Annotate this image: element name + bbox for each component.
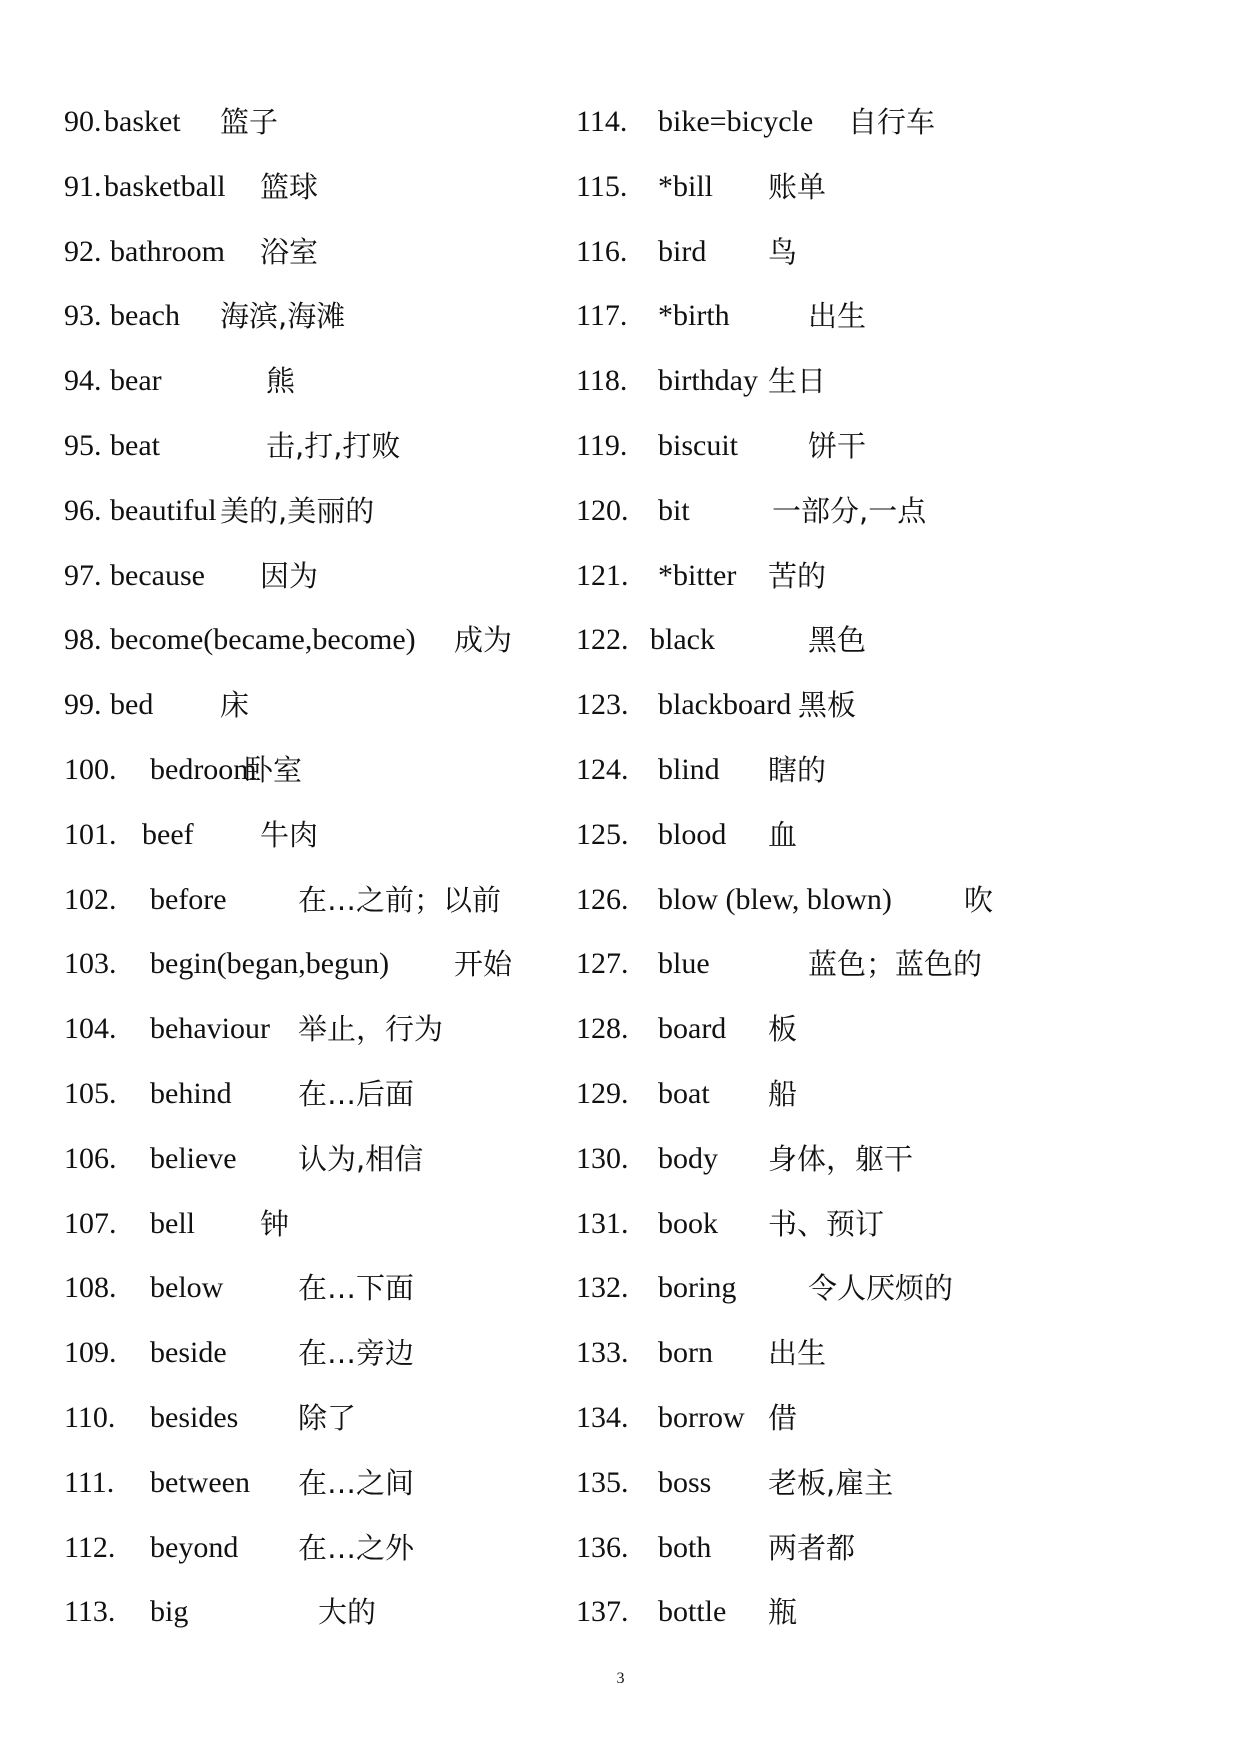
vocab-entry xyxy=(64,1064,632,1129)
vocab-entry xyxy=(64,934,632,999)
vocab-entry xyxy=(576,999,1204,1064)
entry-number: 100. xyxy=(64,752,117,786)
vocab-entry xyxy=(576,546,1204,611)
vocab-entry xyxy=(576,1129,1204,1194)
vocab-entry xyxy=(64,1388,632,1453)
entry-number: 134. xyxy=(576,1400,629,1434)
entry-number: 95. xyxy=(64,428,102,462)
entry-word: boss xyxy=(658,1465,712,1499)
entry-meaning: 船 xyxy=(768,1076,798,1111)
entry-number: 109. xyxy=(64,1336,117,1370)
entry-number: 105. xyxy=(64,1076,117,1110)
vocab-entry xyxy=(64,740,632,805)
entry-meaning: 卧室 xyxy=(244,752,303,787)
entry-meaning: 黑色 xyxy=(808,623,867,658)
entry-word: blackboard xyxy=(658,688,792,722)
vocab-entry xyxy=(576,870,1204,935)
entry-meaning: 美的,美丽的 xyxy=(220,493,375,528)
entry-number: 133. xyxy=(576,1336,629,1370)
entry-word: borrow xyxy=(658,1400,745,1434)
entry-meaning: 老板,雇主 xyxy=(768,1465,894,1500)
entry-number: 112. xyxy=(64,1530,116,1564)
vocab-entry xyxy=(64,999,632,1064)
entry-word: *bill xyxy=(658,169,714,203)
entry-word: beat xyxy=(110,428,160,462)
vocab-entry xyxy=(576,92,1204,157)
entry-number: 91. xyxy=(64,169,102,203)
entry-meaning: 击,打,打败 xyxy=(266,428,401,463)
entry-word: bedroom xyxy=(150,752,257,786)
entry-word: basket xyxy=(104,105,181,138)
entry-meaning: 举止，行为 xyxy=(298,1012,444,1047)
entry-meaning: 一部分,一点 xyxy=(772,493,927,528)
entry-number: 132. xyxy=(576,1271,629,1305)
vocab-entry xyxy=(64,805,632,870)
vocab-entry xyxy=(576,157,1204,222)
vocab-entry xyxy=(576,1064,1204,1129)
vocab-entry xyxy=(576,610,1204,675)
vocab-entry xyxy=(576,351,1204,416)
entry-number: 102. xyxy=(64,882,117,916)
entry-word: boat xyxy=(658,1076,710,1110)
entry-word: blow (blew, blown) xyxy=(658,882,892,916)
vocab-entry xyxy=(64,546,632,611)
entry-number: 116. xyxy=(576,234,628,268)
entry-word: because xyxy=(110,558,205,592)
entry-meaning: 篮子 xyxy=(220,105,279,139)
entry-word: both xyxy=(658,1530,712,1564)
entry-number: 118. xyxy=(576,364,628,398)
vocab-entry xyxy=(576,1453,1204,1518)
entry-number: 136. xyxy=(576,1530,629,1564)
entry-number: 93. xyxy=(64,299,102,333)
entry-number: 101. xyxy=(64,817,117,851)
entry-word: big xyxy=(150,1595,189,1629)
entry-meaning: 自行车 xyxy=(848,105,936,139)
entry-meaning: 鸟 xyxy=(768,234,798,269)
entry-word: blue xyxy=(658,947,710,981)
entry-word: believe xyxy=(150,1141,237,1175)
entry-number: 127. xyxy=(576,947,629,981)
entry-meaning: 熊 xyxy=(266,364,296,399)
entry-number: 96. xyxy=(64,493,102,527)
entry-word: body xyxy=(658,1141,718,1175)
entry-meaning: 牛肉 xyxy=(260,817,319,852)
entry-word: become(became,become) xyxy=(110,623,416,657)
entry-number: 122. xyxy=(576,623,629,657)
vocab-entry xyxy=(576,1388,1204,1453)
entry-word: beef xyxy=(142,817,194,851)
vocab-column-right xyxy=(576,92,1204,1647)
vocab-entry xyxy=(576,416,1204,481)
entry-number: 106. xyxy=(64,1141,117,1175)
entry-meaning: 蓝色；蓝色的 xyxy=(808,947,983,982)
vocab-entry xyxy=(576,1323,1204,1388)
entry-number: 103. xyxy=(64,947,117,981)
entry-number: 119. xyxy=(576,428,628,462)
entry-word: beach xyxy=(110,299,180,333)
entry-number: 98. xyxy=(64,623,102,657)
vocab-entry xyxy=(64,1258,632,1323)
entry-word: bike=bicycle xyxy=(658,105,814,138)
entry-number: 124. xyxy=(576,752,629,786)
entry-word: beyond xyxy=(150,1530,239,1564)
entry-number: 130. xyxy=(576,1141,629,1175)
page-number: 3 xyxy=(616,1670,625,1687)
entry-meaning: 令人厌烦的 xyxy=(808,1271,954,1306)
entry-meaning: 苦的 xyxy=(768,558,827,593)
vocab-entry xyxy=(64,1194,632,1259)
entry-meaning: 血 xyxy=(768,817,798,852)
entry-meaning: 两者都 xyxy=(768,1530,856,1565)
vocab-entry xyxy=(64,157,632,222)
entry-meaning: 在…旁边 xyxy=(298,1336,415,1371)
vocab-column-left xyxy=(64,92,632,1647)
entry-word: basketball xyxy=(104,169,226,203)
entry-meaning: 饼干 xyxy=(808,428,867,463)
entry-word: birthday xyxy=(658,364,758,398)
entry-number: 113. xyxy=(64,1595,116,1629)
vocab-entry xyxy=(64,481,632,546)
entry-word: beside xyxy=(150,1336,227,1370)
vocab-entry xyxy=(64,610,632,675)
vocab-entry xyxy=(576,286,1204,351)
entry-meaning: 吹 xyxy=(964,882,994,917)
entry-meaning: 在…之前；以前 xyxy=(298,882,502,917)
entry-meaning: 开始 xyxy=(454,947,513,982)
entry-word: behaviour xyxy=(150,1012,270,1046)
entry-meaning: 借 xyxy=(768,1400,798,1435)
entry-meaning: 成为 xyxy=(454,623,513,658)
entry-meaning: 板 xyxy=(768,1012,798,1047)
entry-word: below xyxy=(150,1271,224,1305)
entry-word: book xyxy=(658,1206,718,1240)
vocab-entry xyxy=(576,934,1204,999)
entry-number: 90. xyxy=(64,105,102,138)
vocab-entry xyxy=(64,222,632,287)
entry-word: bit xyxy=(658,493,690,527)
entry-meaning: 在…之间 xyxy=(298,1465,415,1500)
entry-word: bird xyxy=(658,234,707,268)
entry-meaning: 瞎的 xyxy=(768,752,827,787)
entry-number: 131. xyxy=(576,1206,629,1240)
vocab-entry xyxy=(64,92,632,157)
entry-meaning: 在…下面 xyxy=(298,1271,415,1306)
vocab-entry xyxy=(576,1258,1204,1323)
entry-word: bed xyxy=(110,688,154,722)
vocab-entry xyxy=(64,675,632,740)
entry-word: bear xyxy=(110,364,162,398)
entry-word: born xyxy=(658,1336,713,1370)
entry-word: *birth xyxy=(658,299,730,333)
vocab-entry xyxy=(64,1518,632,1583)
entry-number: 92. xyxy=(64,234,102,268)
entry-meaning: 篮球 xyxy=(260,169,319,204)
vocab-entry xyxy=(576,805,1204,870)
entry-word: begin(began,begun) xyxy=(150,947,390,981)
vocab-entry xyxy=(576,222,1204,287)
vocab-entry xyxy=(64,286,632,351)
entry-number: 137. xyxy=(576,1595,629,1629)
entry-meaning: 海滨,海滩 xyxy=(220,299,346,334)
entry-number: 126. xyxy=(576,882,629,916)
entry-word: *bitter xyxy=(658,558,737,592)
entry-meaning: 在…后面 xyxy=(298,1076,415,1111)
entry-meaning: 因为 xyxy=(260,558,319,593)
vocab-entry xyxy=(64,416,632,481)
entry-number: 110. xyxy=(64,1400,116,1434)
entry-number: 128. xyxy=(576,1012,629,1046)
entry-meaning: 大的 xyxy=(318,1595,377,1630)
entry-meaning: 身体，躯干 xyxy=(768,1141,914,1176)
entry-number: 123. xyxy=(576,688,629,722)
entry-number: 94. xyxy=(64,364,102,398)
vocab-entry xyxy=(64,1323,632,1388)
entry-number: 97. xyxy=(64,558,102,592)
entry-word: besides xyxy=(150,1400,239,1434)
vocab-entry xyxy=(64,1453,632,1518)
vocab-entry xyxy=(576,481,1204,546)
entry-meaning: 出生 xyxy=(808,299,867,334)
entry-word: before xyxy=(150,882,227,916)
entry-word: beautiful xyxy=(110,493,217,527)
entry-word: black xyxy=(650,623,715,657)
entry-number: 107. xyxy=(64,1206,117,1240)
entry-meaning: 书、预订 xyxy=(768,1206,885,1241)
entry-word: biscuit xyxy=(658,428,738,462)
entry-meaning: 生日 xyxy=(768,364,827,399)
entry-meaning: 钟 xyxy=(260,1206,290,1241)
entry-meaning: 浴室 xyxy=(260,234,319,269)
entry-word: boring xyxy=(658,1271,737,1305)
entry-number: 117. xyxy=(576,299,628,333)
entry-number: 104. xyxy=(64,1012,117,1046)
entry-number: 135. xyxy=(576,1465,629,1499)
entry-number: 115. xyxy=(576,169,628,203)
entry-number: 111. xyxy=(64,1465,115,1499)
entry-number: 120. xyxy=(576,493,629,527)
entry-meaning: 出生 xyxy=(768,1336,827,1371)
vocab-entry xyxy=(576,675,1204,740)
entry-number: 99. xyxy=(64,688,102,722)
entry-word: bathroom xyxy=(110,234,225,268)
entry-meaning: 在…之外 xyxy=(298,1530,415,1565)
entry-meaning: 黑板 xyxy=(798,688,857,723)
entry-word: behind xyxy=(150,1076,232,1110)
entry-word: bell xyxy=(150,1206,195,1240)
entry-word: blind xyxy=(658,752,720,786)
entry-meaning: 床 xyxy=(220,688,250,723)
entry-meaning: 账单 xyxy=(768,169,827,204)
entry-meaning: 瓶 xyxy=(768,1595,798,1630)
vocab-entry xyxy=(64,351,632,416)
entry-word: blood xyxy=(658,817,727,851)
entry-number: 114. xyxy=(576,105,628,138)
vocab-entry xyxy=(576,1194,1204,1259)
vocab-entry xyxy=(64,870,632,935)
entry-number: 121. xyxy=(576,558,629,592)
entry-word: board xyxy=(658,1012,727,1046)
vocab-entry xyxy=(64,1582,632,1647)
vocab-entry xyxy=(576,1582,1204,1647)
entry-number: 129. xyxy=(576,1076,629,1110)
entry-meaning: 认为,相信 xyxy=(298,1141,424,1176)
vocab-entry xyxy=(576,1518,1204,1583)
entry-word: bottle xyxy=(658,1595,727,1629)
vocab-entry xyxy=(64,1129,632,1194)
entry-meaning: 除了 xyxy=(298,1400,357,1435)
entry-number: 108. xyxy=(64,1271,117,1305)
vocab-entry xyxy=(576,740,1204,805)
entry-number: 125. xyxy=(576,817,629,851)
entry-word: between xyxy=(150,1465,250,1499)
